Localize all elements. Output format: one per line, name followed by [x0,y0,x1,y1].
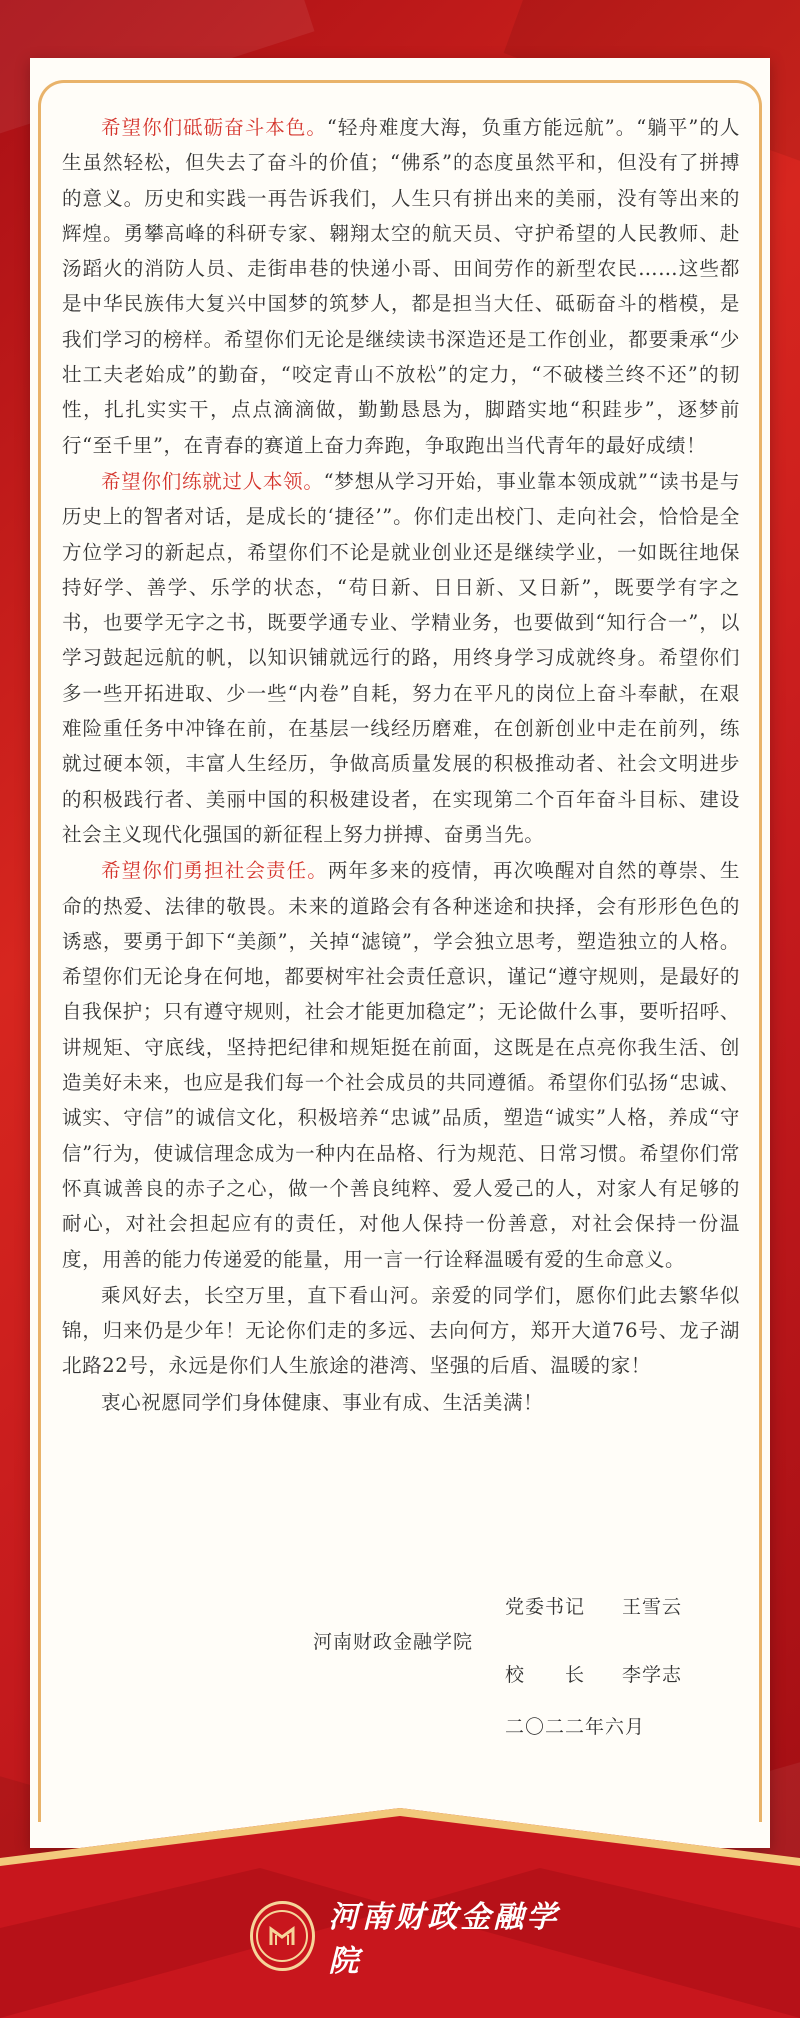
footer-school-name: 河南财政金融学院 [328,1900,560,1979]
paragraph-2-lead: 希望你们练就过人本领。 [101,469,324,493]
paragraph-4 [62,1278,740,1384]
secretary-title: 党委书记 [505,1596,586,1618]
secretary-name: 王雪云 [622,1596,683,1618]
institution-name: 河南财政金融学院 [313,1631,474,1653]
footer-logo [250,1896,570,1979]
paragraph-1-text: “轻舟难度大海，负重方能远航”。“躺平”的人生虽然轻松，但失去了奋斗的价值；“佛系”的态度虽然平和，但没有了拼搏的意义。历史和实践一再告诉我们，人生只有拼出来的美丽，没有等出来的辉煌。勇攀高峰的科研专家、翱翔太空的航天员、守护希望的人民教师、赴汤蹈火的消防人员、走街串巷的快递小哥、田间劳作的新型农民……这些都是中华民族伟大复兴中国梦的筑梦人，都是担当大任、砥砺奋斗的楷模，是我们学习的榜样。希望你们无论是继续读书深造还是工作创业，都要秉承“少壮工夫老始成”的勤奋，“咬定青山不放松”的定力，“不破楼兰终不还”的韧性，扎扎实实干，点点滴滴做，勤勤恳恳为，脚踏实地“积跬步”，逐梦前行“至千里”，在青春的赛道上奋力奔跑，争取跑出当代青年的最好成绩！ [62,116,740,457]
paragraph-5-text: 衷心祝愿同学们身体健康、事业有成、生活美满！ [101,1390,544,1414]
president-name: 李学志 [622,1664,683,1686]
paragraph-4-text: 乘风好去，长空万里，直下看山河。亲爱的同学们，愿你们此去繁华似锦，归来仍是少年！无论你们走的多远、去向何方，郑开大道76号、龙子湖北路22号，永远是你们人生旅途的港湾、坚强的后盾、温暖的家！ [62,1283,740,1378]
paragraph-1 [62,110,740,463]
paragraph-5 [62,1385,740,1420]
paragraph-2-text: “梦想从学习开始，事业靠本领成就”“读书是与历史上的智者对话，是成长的‘捷径’”。你们走出校门、走向社会，恰恰是全方位学习的新起点，希望你们不论是就业创业还是继续学业，一如既往地保持好学、善学、乐学的状态，“苟日新、日日新、又日新”，既要学有字之书，也要学无字之书，既要学通专业、学精业务，也要做到“知行合一”，以学习鼓起远航的帆，以知识铺就远行的路，用终身学习成就终身。希望你们多一些开拓进取、少一些“内卷”自耗，努力在平凡的岗位上奋斗奉献，在艰难险重任务中冲锋在前，在基层一线经历磨难，在创新创业中走在前列，练就过硬本领，丰富人生经历，争做高质量发展的积极推动者、社会文明进步的积极践行者、美丽中国的积极建设者，在实现第二个百年奋斗目标、建设社会主义现代化强国的新征程上努力拼搏、奋勇当先。 [62,469,740,846]
paragraph-3-lead: 希望你们勇担社会责任。 [101,859,328,883]
letter-date: 二〇二二年六月 [505,1716,646,1738]
paragraph-3 [62,853,740,1277]
paragraph-1-lead: 希望你们砥砺奋斗本色。 [101,116,327,139]
letter-body [62,110,740,1421]
president-title: 校 长 [505,1664,586,1686]
school-emblem-icon [250,1901,315,1971]
paragraph-2 [62,464,740,852]
paragraph-3-text: 两年多来的疫情，再次唤醒对自然的尊崇、生命的热爱、法律的敬畏。未来的道路会有各种迷途和抉择，会有形形色色的诱惑，要勇于卸下“美颜”，关掉“滤镜”，学会独立思考，塑造独立的人格。希望你们无论身在何地，都要树牢社会责任意识，谨记“遵守规则，是最好的自我保护；只有遵守规则，社会才能更加稳定”；无论做什么事，要听招呼、讲规矩、守底线，坚持把纪律和规矩挺在前面，这既是在点亮你我生活、创造美好未来，也应是我们每一个社会成员的共同遵循。希望你们弘扬“忠诚、诚实、守信”的诚信文化，积极培养“忠诚”品质，塑造“诚实”人格，养成“守信”行为，使诚信理念成为一种内在品格、行为规范、日常习惯。希望你们常怀真诚善良的赤子之心，做一个善良纯粹、爱人爱己的人，对家人有足够的耐心，对社会担起应有的责任，对他人保持一份善意，对社会保持一份温度，用善的能力传递爱的能量，用一言一行诠释温暖有爱的生命意义。 [62,859,740,1271]
